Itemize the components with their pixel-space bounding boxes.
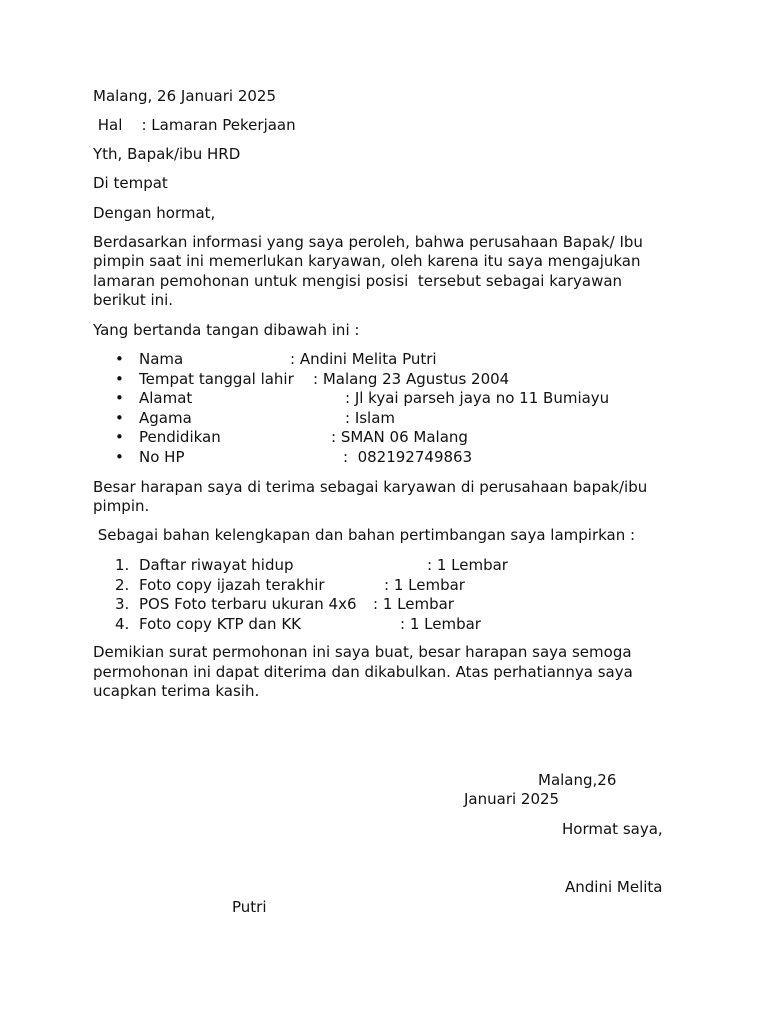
field-value: : Malang 23 Agustus 2004 <box>313 369 510 388</box>
intro-line: berikut ini. <box>93 291 174 309</box>
attachment-value: : 1 Lembar <box>373 595 454 614</box>
closing-line: ucapkan terima kasih. <box>93 682 260 700</box>
list-item <box>93 389 610 409</box>
list-item <box>93 408 396 429</box>
subject-line: Hal : Lamaran Pekerjaan <box>93 116 296 134</box>
list-item <box>93 595 454 615</box>
attachment-label: Foto copy ijazah terakhir <box>139 575 325 594</box>
bullet-marker: • <box>115 389 124 408</box>
field-label: Tempat tanggal lahir <box>139 369 294 388</box>
bullet-marker: • <box>115 350 124 368</box>
list-number: 2. <box>115 575 130 594</box>
list-item <box>93 350 437 370</box>
list-item <box>93 575 465 596</box>
list-item <box>93 556 508 576</box>
field-label: Alamat <box>139 389 193 408</box>
bullet-marker: • <box>115 428 124 447</box>
field-value: : Jl kyai parseh jaya no 11 Bumiayu <box>345 389 610 408</box>
field-label: No HP <box>139 447 185 466</box>
attachment-value: : 1 Lembar <box>427 556 508 574</box>
personal-data-list <box>93 350 610 468</box>
list-item <box>93 428 468 448</box>
attachment-label: Foto copy KTP dan KK <box>139 614 301 633</box>
attachment-value: : 1 Lembar <box>384 575 465 594</box>
list-number: 1. <box>115 556 130 574</box>
signer-name: Andini Melita <box>565 878 663 896</box>
recipient-line: Yth, Bapak/ibu HRD <box>93 145 241 163</box>
field-label: Agama <box>139 408 192 427</box>
place-date: Malang, 26 Januari 2025 <box>93 87 277 105</box>
intro-line: lamaran pemohonan untuk mengisi posisi tersebut sebagai karyawan <box>93 272 623 290</box>
field-label: Pendidikan <box>139 428 221 447</box>
field-value: : Islam <box>345 408 396 427</box>
list-item <box>93 369 510 390</box>
signature-date-cont: Januari 2025 <box>464 790 560 808</box>
signature-date: Malang,26 <box>538 771 617 789</box>
attachment-label: POS Foto terbaru ukuran 4x6 <box>139 595 357 614</box>
attachment-label: Daftar riwayat hidup <box>139 556 294 574</box>
greeting-line: Dengan hormat, <box>93 204 216 222</box>
attachments-list <box>93 556 508 634</box>
location-line: Di tempat <box>93 174 168 192</box>
hope-line: Besar harapan saya di terima sebagai karyawan di perusahaan bapak/ibu <box>93 478 648 496</box>
list-item <box>93 447 473 468</box>
field-label: Nama <box>139 350 184 368</box>
attachments-intro: Sebagai bahan kelengkapan dan bahan pertimbangan saya lampirkan : <box>93 526 636 544</box>
closing-line: Demikian surat permohonan ini saya buat, besar harapan saya semoga <box>93 643 632 661</box>
field-value: : Andini Melita Putri <box>290 350 437 368</box>
field-value: : SMAN 06 Malang <box>331 428 468 447</box>
attachment-value: : 1 Lembar <box>400 614 481 633</box>
list-number: 4. <box>115 614 130 633</box>
bullet-marker: • <box>115 408 124 427</box>
list-number: 3. <box>115 595 130 614</box>
closing-line: permohonan ini dapat diterima dan dikabulkan. Atas perhatiannya saya <box>93 663 633 681</box>
intro-line: pimpin saat ini memerlukan karyawan, oleh karena itu saya mengajukan <box>93 252 641 270</box>
bullet-marker: • <box>115 447 124 466</box>
bullet-marker: • <box>115 369 124 388</box>
intro-line: Berdasarkan informasi yang saya peroleh, bahwa perusahaan Bapak/ Ibu <box>93 233 643 251</box>
signer-name-cont: Putri <box>232 898 267 916</box>
field-value: : 082192749863 <box>343 447 473 466</box>
signer-intro: Yang bertanda tangan dibawah ini : <box>93 321 360 339</box>
hope-line: pimpin. <box>93 497 150 515</box>
signature-regards: Hormat saya, <box>562 820 663 838</box>
list-item <box>93 614 481 635</box>
